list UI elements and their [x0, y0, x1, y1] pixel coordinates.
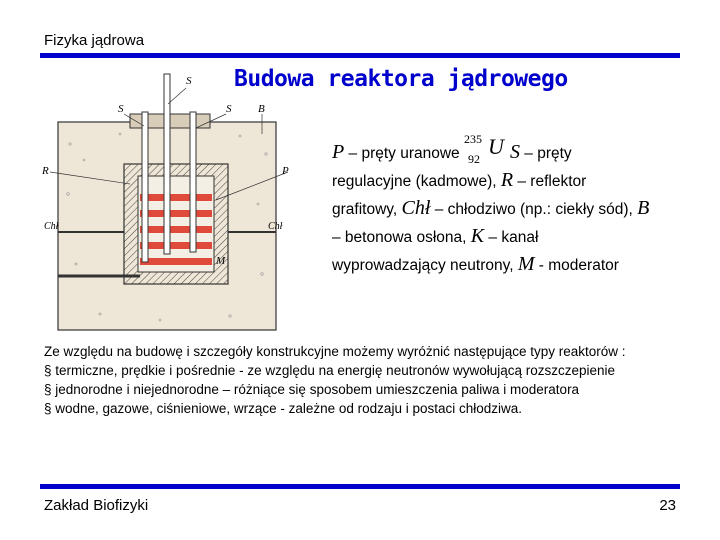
slide-title: Budowa reaktora jądrowego	[234, 66, 568, 92]
isotope-mass: 235	[463, 132, 482, 146]
control-rod	[190, 112, 196, 252]
legend-chl-text: – chłodziwo (np.: ciekły sód),	[430, 201, 638, 218]
footer-rule	[40, 484, 680, 489]
page-number: 23	[659, 497, 676, 514]
legend-k-text: – kanał wyprowadzający neutrony,	[332, 229, 539, 274]
label-s-left: S	[118, 103, 124, 115]
legend-p-symbol: P	[332, 141, 345, 163]
label-r: R	[42, 165, 49, 177]
section-label: Fizyka jądrowa	[44, 32, 145, 49]
header-rule	[40, 53, 680, 58]
intro-paragraph: Ze względu na budowę i szczegóły konstrukcyjne możemy wyróżnić następujące typy reaktorów :	[44, 344, 626, 359]
legend-k-symbol: K	[470, 225, 485, 247]
label-b: B	[258, 103, 265, 115]
legend-m-symbol: M	[517, 253, 535, 275]
bullet-item: § jednorodne i niejednorodne – różniące się sposobem umieszczenia paliwa i moderatora	[44, 382, 580, 397]
legend-s-text: – pręty regulacyjne (kadmowe),	[332, 145, 572, 190]
uranium-isotope	[463, 132, 510, 166]
moderator-core	[138, 176, 214, 272]
reactor-diagram	[40, 64, 296, 336]
fuel-rod	[140, 226, 212, 233]
legend-b-text: – betonowa osłona,	[332, 229, 471, 246]
fuel-rod	[140, 258, 212, 265]
legend-chl-symbol: Chł	[401, 197, 431, 219]
legend-p-text: – pręty uranowe	[344, 145, 464, 162]
isotope-element: U	[487, 134, 504, 159]
control-rod	[164, 74, 170, 254]
label-p: P	[282, 165, 289, 177]
reactor-types-text	[44, 342, 678, 418]
bullet-item: § wodne, gazowe, ciśnieniowe, wrzące - zależne od rodzaju i postaci chłodziwa.	[44, 401, 523, 416]
legend-s-symbol: S	[509, 141, 520, 163]
legend-r-symbol: R	[500, 169, 514, 191]
bullet-item: § termiczne, prędkie i pośrednie - ze względu na energię neutronów wywołującą rozszczepienie	[44, 363, 616, 378]
control-rod	[142, 112, 148, 262]
label-s-top: S	[186, 75, 192, 87]
legend-r-text: – reflektor grafitowy,	[332, 173, 587, 218]
legend-m-text: - moderator	[534, 257, 619, 274]
isotope-number: 92	[467, 152, 480, 166]
fuel-rod	[140, 210, 212, 217]
legend-b-symbol: B	[637, 197, 650, 219]
footer-department: Zakład Biofizyki	[44, 497, 149, 514]
fuel-rod	[140, 194, 212, 201]
label-s-right: S	[226, 103, 232, 115]
label-m: M	[216, 255, 226, 267]
label-chl-right: Chł	[268, 221, 283, 232]
label-chl-left: Chł	[44, 221, 59, 232]
legend-text	[332, 132, 652, 279]
fuel-rod	[140, 242, 212, 249]
